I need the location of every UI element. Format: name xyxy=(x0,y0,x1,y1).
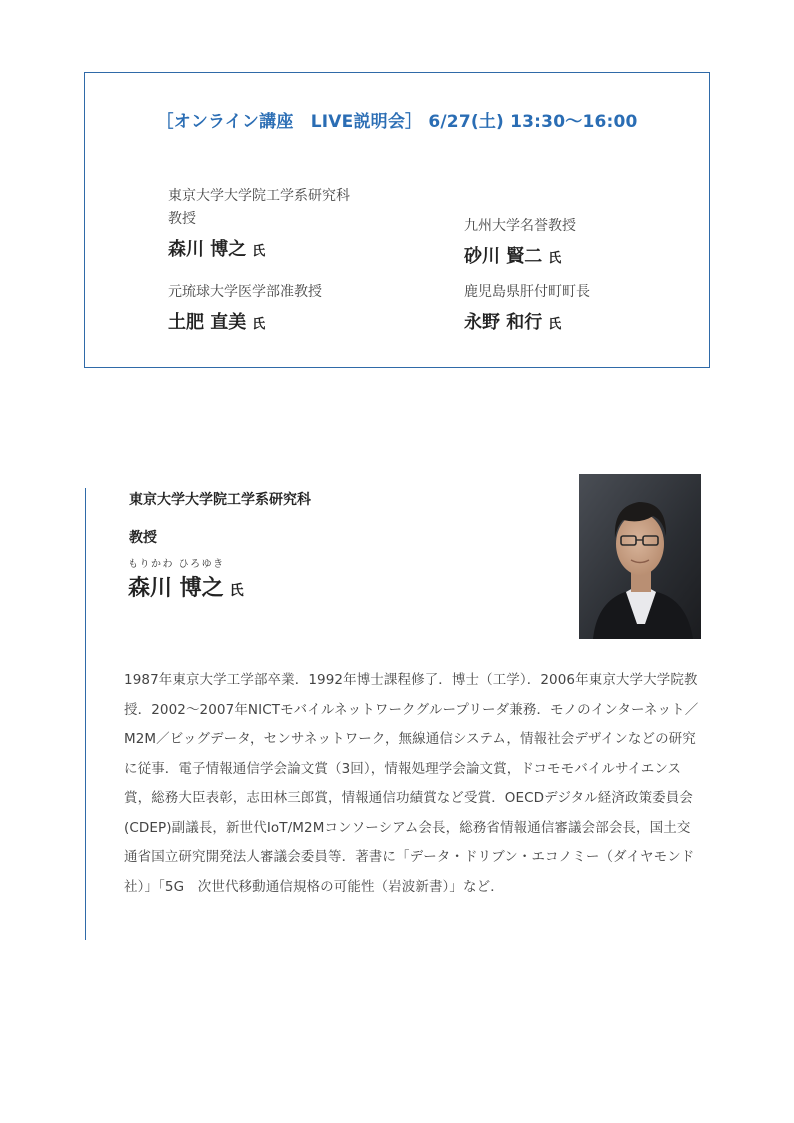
speaker-affiliation: 東京大学大学院工学系研究科 xyxy=(168,188,350,204)
speaker-dohi xyxy=(168,281,322,340)
speaker-position: 教授 xyxy=(168,211,196,227)
speaker-name-row xyxy=(168,235,350,267)
speaker-name-row xyxy=(168,308,322,340)
profile-honorific: 氏 xyxy=(229,583,244,599)
profile-name: 森川 博之 xyxy=(128,576,224,601)
speaker-affiliation: 鹿児島県肝付町町長 xyxy=(464,284,590,300)
speaker-name: 永野 和行 xyxy=(464,312,543,333)
speaker-affiliation: 元琉球大学医学部准教授 xyxy=(168,284,322,300)
speaker-affiliation: 九州大学名誉教授 xyxy=(464,218,576,234)
event-title: ［オンライン講座 LIVE説明会］ 6/27(土) 13:30〜16:00 xyxy=(156,112,638,132)
profile-bio: 1987年東京大学工学部卒業．1992年博士課程修了．博士（工学）．2006年東京大学大学院教授．2002〜2007年NICTモバイルネットワークグループリーダ兼務．モノのインターネット／M2M／ビッグデータ，センサネットワーク，無線通信システム，情報社会デザインなどの研究に従事．電子情報通信学会論文賞（3回），情報処理学会論文賞，ドコモモバイルサイエンス賞，総務大臣表彰，志田林三郎賞，情報通信功績賞など受賞．OECDデジタル経済政策委員会(CDEP)副議長，新世代IoT/M2Mコンソーシアム会長，総務省情報通信審議会部会長，国土交通省国立研究開発法人審議会委員等．著書に「データ・ドリブン・エコノミー（ダイヤモンド社）」「5G 次世代移動通信規格の可能性（岩波新書）」など． xyxy=(124,672,699,895)
speaker-name: 森川 博之 xyxy=(168,239,247,260)
profile-side-rule xyxy=(85,488,86,940)
profile-affiliation: 東京大学大学院工学系研究科 xyxy=(129,492,311,508)
speaker-honorific: 氏 xyxy=(252,317,266,332)
speaker-nagano xyxy=(464,281,590,340)
portrait-photo xyxy=(579,474,701,639)
profile-title: 教授 xyxy=(129,530,157,546)
speaker-name-row xyxy=(464,308,590,340)
speaker-honorific: 氏 xyxy=(548,317,562,332)
speaker-isagawa xyxy=(464,215,576,274)
speaker-morikawa xyxy=(168,185,350,267)
profile-name-row xyxy=(128,571,244,602)
speaker-honorific: 氏 xyxy=(252,244,266,259)
event-info-box xyxy=(84,72,710,368)
speaker-name-row xyxy=(464,242,576,274)
profile-name-ruby: もりかわ ひろゆき xyxy=(128,559,225,570)
speaker-name: 砂川 賢二 xyxy=(464,246,543,267)
speaker-name: 土肥 直美 xyxy=(168,312,247,333)
speaker-honorific: 氏 xyxy=(548,251,562,266)
